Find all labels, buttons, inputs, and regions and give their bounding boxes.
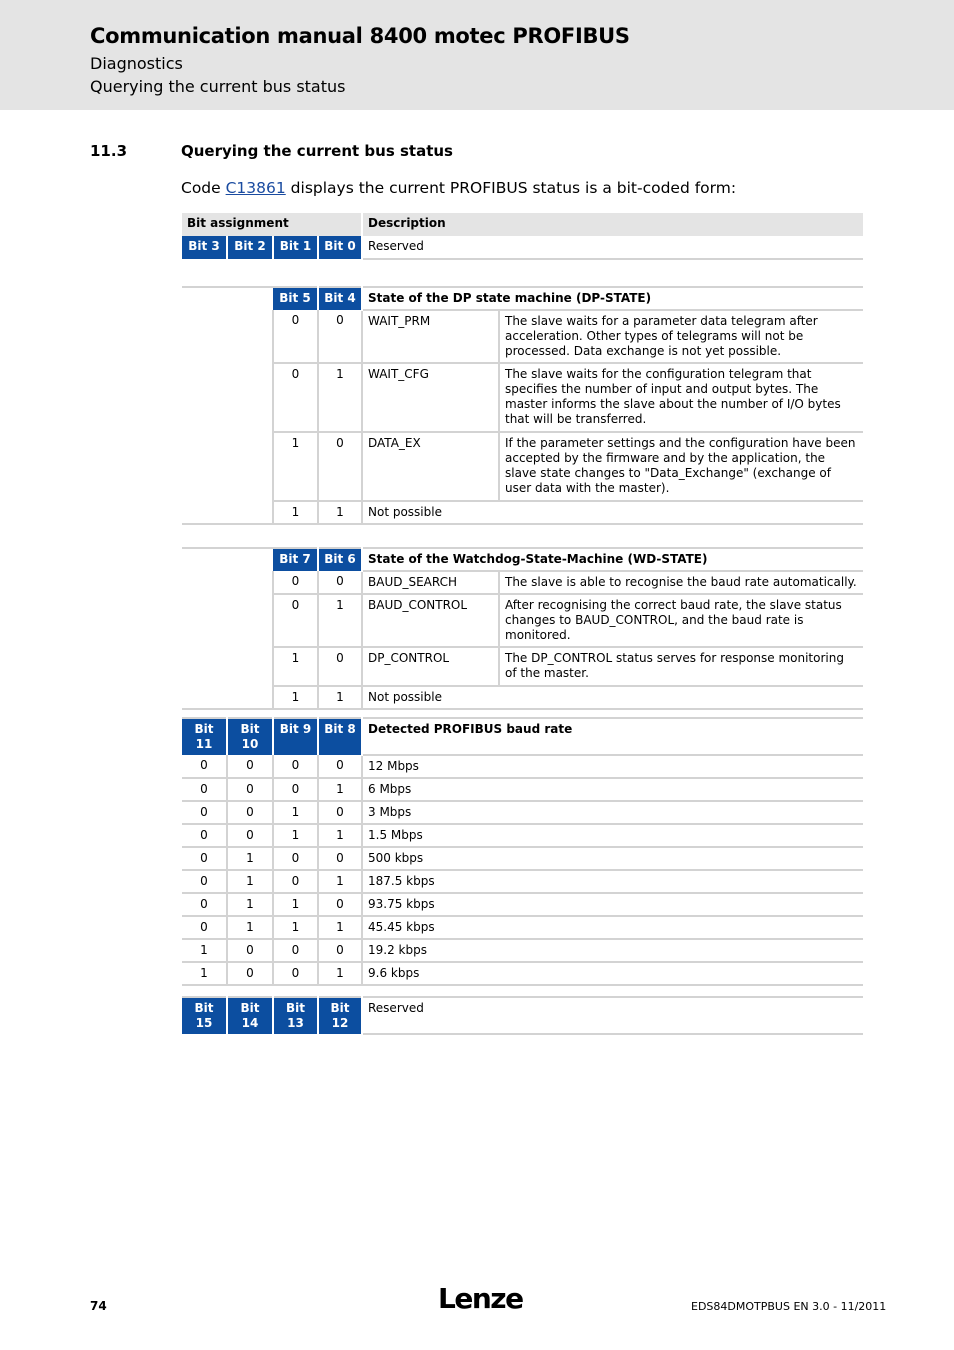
state-description: After recognising the correct baud rate, the slave status changes to BAUD_CONTROL, and the baud rate is monitored. (499, 594, 863, 647)
bit-value: 1 (273, 824, 318, 847)
state-description: If the parameter settings and the configuration have been accepted by the firmware and by the application, the slave state changes to "Data_Exchange" (exchange of user data with the master). (499, 432, 863, 501)
baud-rate-title: Detected PROFIBUS baud rate (362, 718, 863, 755)
bit-label: Bit 2 (227, 236, 273, 259)
bit-value: 1 (318, 594, 362, 647)
page-header (0, 0, 954, 110)
table-row (182, 801, 863, 824)
bit-value: 0 (318, 847, 362, 870)
bit-value: 0 (318, 647, 362, 686)
baud-rate: 93.75 kbps (362, 893, 863, 916)
table-row (182, 755, 863, 778)
bit-value: 1 (318, 916, 362, 939)
baud-rate: 19.2 kbps (362, 939, 863, 962)
table-baud-rate (182, 717, 863, 986)
baud-rate: 187.5 kbps (362, 870, 863, 893)
indent-cell (182, 548, 273, 709)
intro-before: Code (181, 179, 226, 197)
bit-label: Bit 8 (318, 718, 362, 755)
baud-rate: 9.6 kbps (362, 962, 863, 985)
code-link[interactable]: C13861 (225, 179, 286, 197)
reserved-description: Reserved (362, 997, 863, 1034)
bit-value: 0 (273, 778, 318, 801)
baud-rate: 12 Mbps (362, 755, 863, 778)
bit-value: 0 (182, 755, 227, 778)
bit-value: 1 (227, 847, 273, 870)
state-name: BAUD_CONTROL (362, 594, 499, 647)
bit-value: 0 (318, 310, 362, 363)
bit-label: Bit 11 (182, 718, 227, 755)
intro-after: displays the current PROFIBUS status is a bit-coded form: (285, 179, 737, 197)
state-name: WAIT_PRM (362, 310, 499, 363)
bit-value: 1 (318, 962, 362, 985)
bit-value: 0 (227, 939, 273, 962)
bit-value: 0 (182, 870, 227, 893)
table-row (182, 939, 863, 962)
bit-label: Bit 12 (318, 997, 362, 1034)
section-title: Querying the current bus status (181, 142, 453, 160)
table-bits-12-15 (182, 996, 863, 1035)
bit-value: 0 (318, 755, 362, 778)
table-row (182, 847, 863, 870)
table-row (182, 916, 863, 939)
bit-value: 0 (273, 310, 318, 363)
state-name: BAUD_SEARCH (362, 571, 499, 594)
bit-value: 1 (182, 939, 227, 962)
bit-value: 1 (318, 824, 362, 847)
page-number: 74 (90, 1299, 107, 1313)
table-row (182, 824, 863, 847)
bit-value: 1 (273, 686, 318, 709)
header-bit-assignment: Bit assignment (182, 213, 362, 236)
bit-value: 1 (227, 916, 273, 939)
baud-rate: 1.5 Mbps (362, 824, 863, 847)
state-description: The DP_CONTROL status serves for response monitoring of the master. (499, 647, 863, 686)
baud-rate: 45.45 kbps (362, 916, 863, 939)
bit-label: Bit 1 (273, 236, 318, 259)
bit-label: Bit 14 (227, 997, 273, 1034)
bit-value: 1 (182, 962, 227, 985)
state-description: The slave waits for the configuration telegram that specifies the number of input and output bytes. The master informs the slave about the number of I/O bytes that will be transferred. (499, 363, 863, 432)
bit-value: 0 (182, 893, 227, 916)
bit-label: Bit 3 (182, 236, 227, 259)
state-name: Not possible (362, 686, 863, 709)
bit-value: 1 (273, 893, 318, 916)
bit-label: Bit 6 (318, 548, 362, 571)
table-row (182, 870, 863, 893)
bit-value: 0 (318, 571, 362, 594)
dp-state-title: State of the DP state machine (DP-STATE) (362, 287, 863, 310)
bit-value: 0 (227, 824, 273, 847)
bit-value: 1 (273, 801, 318, 824)
table-bits-0-3 (182, 213, 863, 260)
document-code: EDS84DMOTPBUS EN 3.0 - 11/2011 (691, 1300, 887, 1313)
baud-rate: 6 Mbps (362, 778, 863, 801)
state-description: The slave is able to recognise the baud rate automatically. (499, 571, 863, 594)
bit-value: 1 (318, 686, 362, 709)
state-description: The slave waits for a parameter data telegram after acceleration. Other types of telegrams will not be processed. Data exchange is not yet possible. (499, 310, 863, 363)
bit-label: Bit 0 (318, 236, 362, 259)
document-title: Communication manual 8400 motec PROFIBUS (90, 24, 630, 48)
bit-value: 0 (182, 801, 227, 824)
section-name: Querying the current bus status (90, 77, 346, 96)
bit-value: 0 (182, 778, 227, 801)
state-name: Not possible (362, 501, 863, 524)
bit-value: 0 (273, 755, 318, 778)
bit-value: 1 (273, 916, 318, 939)
bit-value: 0 (318, 893, 362, 916)
indent-cell (182, 287, 273, 524)
bit-value: 1 (318, 870, 362, 893)
bit-value: 0 (273, 939, 318, 962)
bit-label: Bit 9 (273, 718, 318, 755)
state-name: DATA_EX (362, 432, 499, 501)
bit-value: 0 (318, 939, 362, 962)
bit-value: 1 (318, 778, 362, 801)
chapter-name: Diagnostics (90, 54, 183, 73)
bit-value: 1 (227, 893, 273, 916)
bit-value: 0 (273, 363, 318, 432)
bit-value: 0 (273, 847, 318, 870)
bit-value: 0 (227, 755, 273, 778)
table-row (182, 778, 863, 801)
bit-value: 1 (273, 501, 318, 524)
bit-value: 0 (182, 824, 227, 847)
header-description: Description (362, 213, 863, 236)
bit-value: 0 (273, 870, 318, 893)
bit-value: 0 (318, 432, 362, 501)
bit-label: Bit 10 (227, 718, 273, 755)
bit-value: 0 (227, 801, 273, 824)
bit-value: 1 (227, 870, 273, 893)
bit-value: 1 (318, 363, 362, 432)
bit-value: 0 (227, 778, 273, 801)
table-row (182, 893, 863, 916)
bit-value: 0 (273, 962, 318, 985)
bit-value: 1 (318, 501, 362, 524)
reserved-description: Reserved (362, 236, 863, 259)
bit-value: 0 (227, 962, 273, 985)
bit-value: 0 (318, 801, 362, 824)
bit-value: 0 (182, 916, 227, 939)
table-row (182, 962, 863, 985)
bit-value: 0 (273, 571, 318, 594)
bit-label: Bit 4 (318, 287, 362, 310)
bit-label: Bit 13 (273, 997, 318, 1034)
table-dp-state (182, 286, 863, 525)
bit-value: 1 (273, 647, 318, 686)
bit-label: Bit 5 (273, 287, 318, 310)
bit-label: Bit 15 (182, 997, 227, 1034)
intro-text (181, 179, 736, 197)
lenze-logo: Lenze (438, 1282, 523, 1315)
state-name: DP_CONTROL (362, 647, 499, 686)
baud-rate: 3 Mbps (362, 801, 863, 824)
section-number: 11.3 (90, 142, 128, 160)
bit-value: 0 (273, 594, 318, 647)
state-name: WAIT_CFG (362, 363, 499, 432)
bit-value: 1 (273, 432, 318, 501)
bit-label: Bit 7 (273, 548, 318, 571)
baud-rate: 500 kbps (362, 847, 863, 870)
wd-state-title: State of the Watchdog-State-Machine (WD-STATE) (362, 548, 863, 571)
table-wd-state (182, 547, 863, 710)
bit-value: 0 (182, 847, 227, 870)
